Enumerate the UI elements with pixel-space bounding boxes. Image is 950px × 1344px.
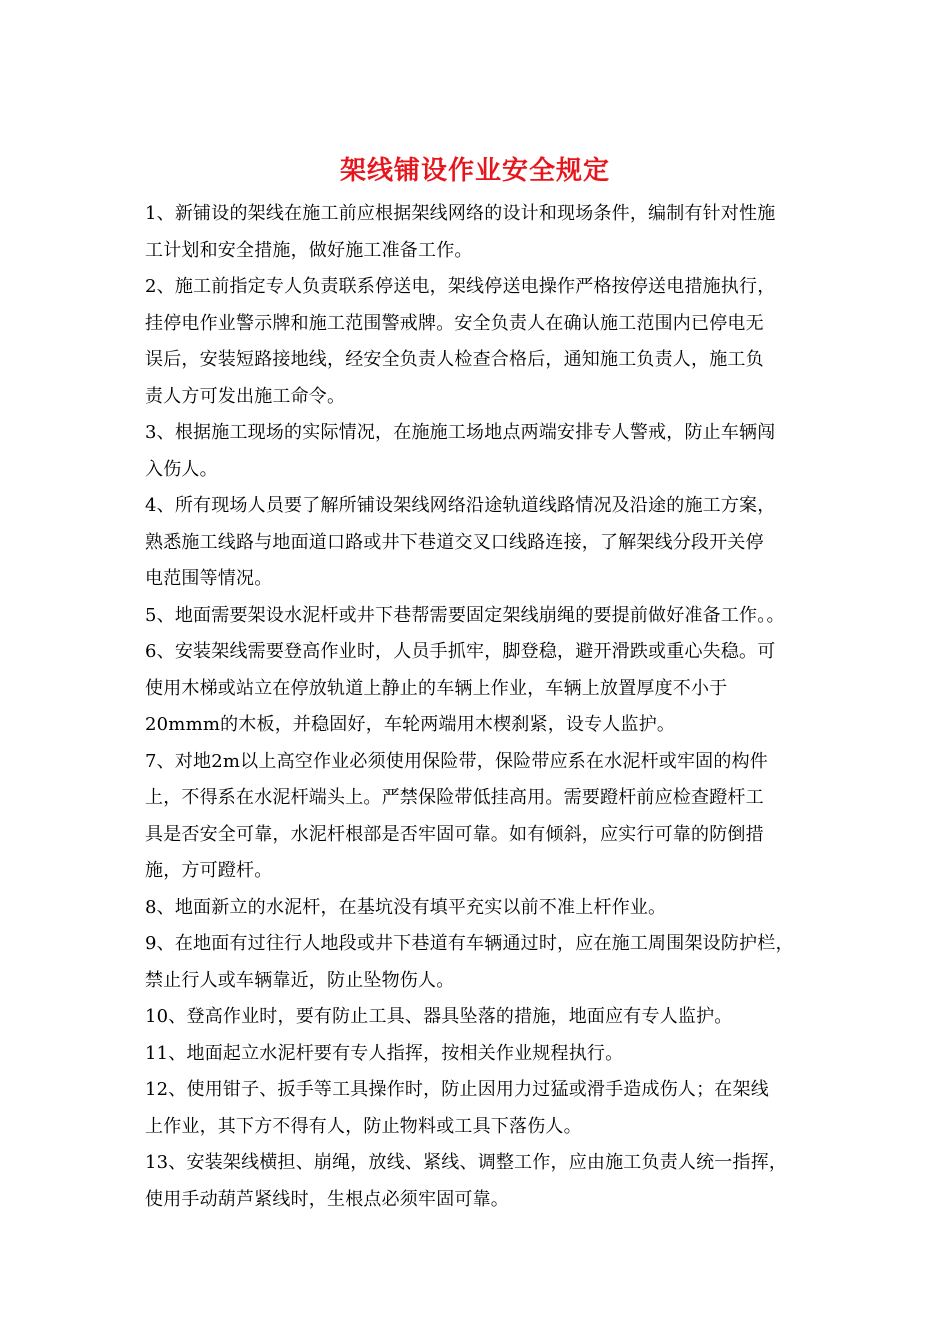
text-line: 施，方可蹬杆。: [145, 860, 273, 881]
text-line: 5、地面需要架设水泥杆或井下巷帮需要固定架线崩绳的要提前做好准备工作。。: [145, 604, 785, 626]
text-line: 4、所有现场人员要了解所铺设架线网络沿途轨道线路情况及沿途的施工方案，: [145, 495, 776, 516]
text-line: 上，不得系在水泥杆端头上。严禁保险带低挂高用。需要蹬杆前应检查蹬杆工: [145, 787, 764, 808]
text-line: 8、地面新立的水泥杆，在基坑没有填平充实以前不准上杆作业。: [145, 896, 667, 918]
text-line: 7、对地2m以上高空作业必须使用保险带，保险带应系在水泥杆或牢固的构件: [145, 750, 768, 772]
text-line: 9、在地面有过往行人地段或井下巷道有车辆通过时，应在施工周围架设防护栏，: [145, 933, 794, 954]
text-line: 熟悉施工线路与地面道口路或井下巷道交叉口线路连接，了解架线分段开关停: [145, 531, 764, 553]
document-title: 架线铺设作业安全规定: [339, 156, 610, 186]
text-line: 12、使用钳子、扳手等工具操作时，防止因用力过猛或滑手造成伤人；在架线: [145, 1079, 769, 1100]
text-line: 6、安装架线需要登高作业时，人员手抓牢，脚登稳，避开滑跌或重心失稳。可: [145, 641, 776, 662]
text-line: 1、新铺设的架线在施工前应根据架线网络的设计和现场条件，编制有针对性施: [145, 203, 776, 224]
text-line: 11、地面起立水泥杆要有专人指挥，按相关作业规程执行。: [145, 1042, 624, 1064]
text-line: 电范围等情况。: [145, 568, 273, 589]
text-line: 误后，安装短路接地线，经安全负责人检查合格后，通知施工负责人，施工负: [145, 349, 764, 370]
text-line: 入伤人。: [145, 458, 218, 480]
text-line: 13、安装架线横担、崩绳，放线、紧线、调整工作，应由施工负责人统一指挥，: [145, 1152, 788, 1173]
text-line: 工计划和安全措施，做好施工准备工作。: [145, 239, 473, 261]
text-line: 使用手动葫芦紧线时，生根点必须牢固可靠。: [145, 1188, 509, 1210]
text-line: 具是否安全可靠，水泥杆根部是否牢固可靠。如有倾斜，应实行可靠的防倒措: [145, 823, 764, 845]
text-line: 挂停电作业警示牌和施工范围警戒牌。安全负责人在确认施工范围内已停电无: [145, 312, 764, 334]
text-line: 10、登高作业时，要有防止工具、器具坠落的措施，地面应有专人监护。: [145, 1006, 733, 1027]
document-body: [145, 196, 815, 1218]
text-line: 禁止行人或车辆靠近，防止坠物伤人。: [145, 969, 455, 991]
text-line: 3、根据施工现场的实际情况，在施施工场地点两端安排专人警戒，防止车辆闯: [145, 422, 776, 443]
text-line: 20mmm的木板，并稳固好，车轮两端用木楔刹紧，设专人监护。: [145, 714, 676, 735]
text-line: 责人方可发出施工命令。: [145, 385, 346, 407]
text-line: 使用木梯或站立在停放轨道上静止的车辆上作业，车辆上放置厚度不小于: [145, 677, 728, 699]
text-line: 上作业，其下方不得有人，防止物料或工具下落伤人。: [145, 1115, 582, 1137]
text-line: 2、施工前指定专人负责联系停送电，架线停送电操作严格按停送电措施执行，: [145, 276, 776, 297]
